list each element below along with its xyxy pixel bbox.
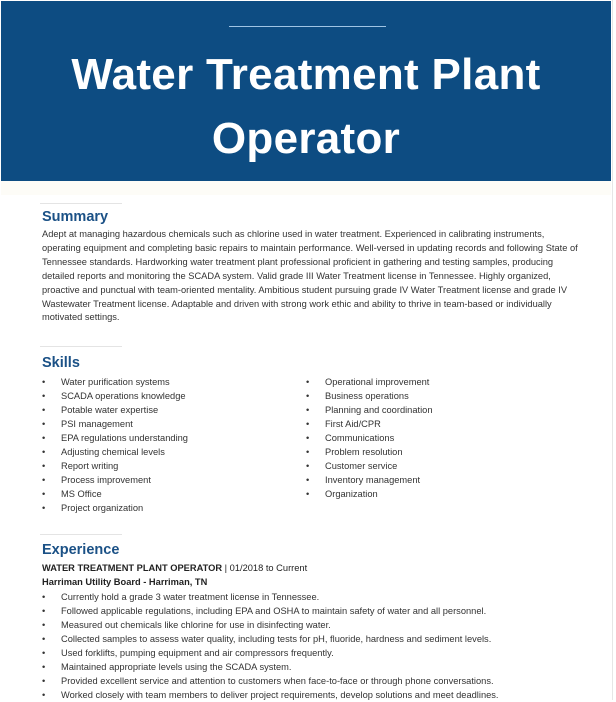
summary-heading: Summary (42, 209, 109, 225)
skill-item: • EPA regulations understanding (42, 431, 188, 445)
title-line-1: Water Treatment Plant (71, 50, 541, 99)
skill-item: • Inventory management (306, 473, 433, 487)
skill-item: • Customer service (306, 459, 433, 473)
job-dates: | 01/2018 to Current (222, 563, 308, 573)
skill-item: • Potable water expertise (42, 403, 188, 417)
header-shadow-band (1, 181, 611, 195)
skill-item: • Communications (306, 431, 433, 445)
resume-title (1, 43, 611, 171)
job-bullet: • Collected samples to assess water quality, including tests for pH, fluoride, hardness and sediment levels. (42, 632, 602, 646)
skill-item: • PSI management (42, 417, 188, 431)
skill-item: • Process improvement (42, 473, 188, 487)
job-bullet: • Currently hold a grade 3 water treatment license in Tennessee. (42, 590, 602, 604)
header-divider (229, 26, 386, 27)
job-bullet: • Used forklifts, pumping equipment and air compressors frequently. (42, 646, 602, 660)
skill-item: • Water purification systems (42, 375, 188, 389)
skills-heading: Skills (42, 355, 80, 371)
title-line-2: Operator (211, 114, 401, 163)
skill-item: • Operational improvement (306, 375, 433, 389)
job-company: Harriman Utility Board - Harriman, TN (42, 577, 208, 587)
job-bullet: • Measured out chemicals like chlorine for use in disinfecting water. (42, 618, 602, 632)
skills-divider (40, 346, 122, 347)
skills-list-right (306, 375, 433, 501)
skill-item: • Planning and coordination (306, 403, 433, 417)
skill-item: • First Aid/CPR (306, 417, 433, 431)
skill-item: • Report writing (42, 459, 188, 473)
skill-item: • SCADA operations knowledge (42, 389, 188, 403)
job-bullet: • Worked closely with team members to deliver project requirements, develop solutions and meet deadlines. (42, 688, 602, 702)
job-title-line (42, 563, 307, 573)
summary-divider (40, 203, 122, 204)
skill-item: • Organization (306, 487, 433, 501)
job-title: WATER TREATMENT PLANT OPERATOR (42, 563, 223, 573)
job-bullet: • Followed applicable regulations, including EPA and OSHA to maintain safety of water and all personnel. (42, 604, 602, 618)
skills-list-left (42, 375, 188, 515)
skill-item: • MS Office (42, 487, 188, 501)
experience-divider (40, 534, 122, 535)
summary-text: Adept at managing hazardous chemicals such as chlorine used in water treatment. Experienced in calibrating instruments, operating equipment and completing basic repairs to maintain performance. Well-versed in updating records and following State of Tennessee standards. Hardworking water treatment plant professional proficient in gathering and testing samples, producing detailed reports and monitoring the SCADA system. Valid grade III Water Treatment license in Tennessee. Highly organized, proactive and punctual with team-oriented mentality. Ambitious student pursuing grade IV Water Treatment license and grade IV Wastewater Treatment license. Adaptable and driven with strong work ethic and ability to thrive in team-based or individually motivated settings. (42, 229, 578, 323)
job-bullet: • Maintained appropriate levels using the SCADA system. (42, 660, 602, 674)
experience-heading: Experience (42, 542, 120, 558)
skill-item: • Problem resolution (306, 445, 433, 459)
resume-header (1, 1, 611, 181)
job-bullet: • Provided excellent service and attention to customers when face-to-face or through phone conversations. (42, 674, 602, 688)
skill-item: • Project organization (42, 501, 188, 515)
job-bullets (42, 590, 602, 702)
skill-item: • Business operations (306, 389, 433, 403)
skill-item: • Adjusting chemical levels (42, 445, 188, 459)
